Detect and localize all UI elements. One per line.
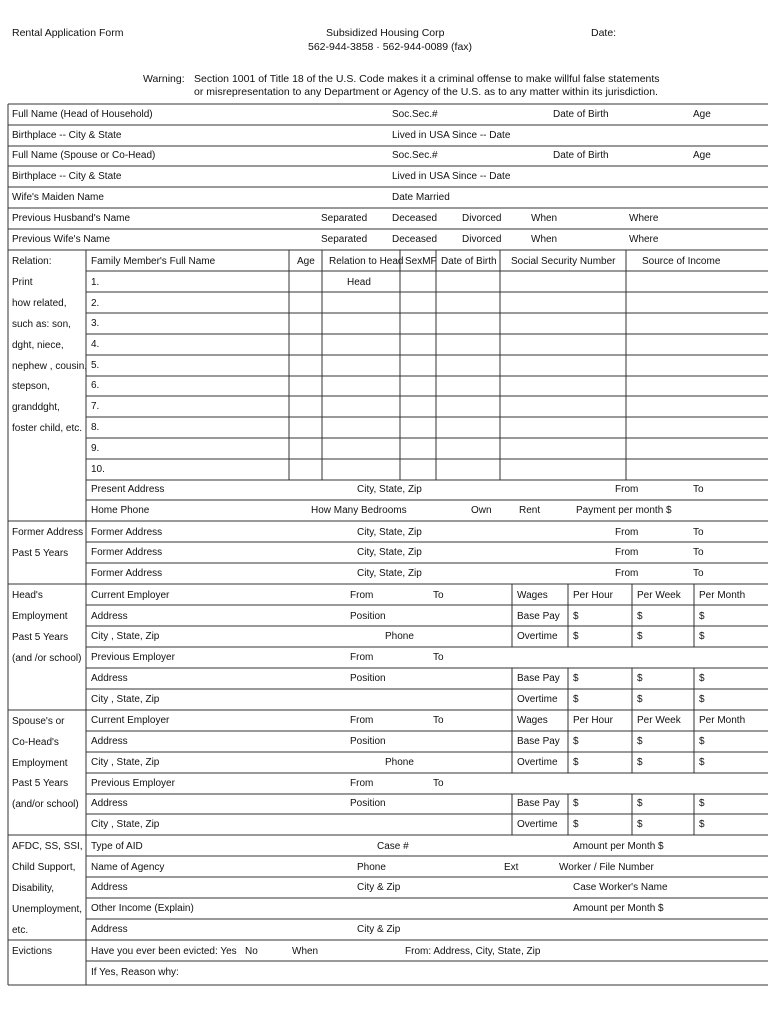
family-row-4: 4. <box>91 339 100 350</box>
separated-label-2: Separated <box>321 234 368 245</box>
former-to-1: To <box>693 527 704 538</box>
relation-side-1: Relation: <box>12 256 52 267</box>
evicted-from: From: Address, City, State, Zip <box>405 946 541 957</box>
former-address-3: Former Address <box>91 568 163 579</box>
head-per-hour: Per Hour <box>573 590 614 601</box>
divorced-label: Divorced <box>462 213 502 224</box>
aid-case-label: Case # <box>377 841 409 852</box>
spouse-city-2: City , State, Zip <box>91 819 160 830</box>
head-dollar-4a: $ <box>573 694 579 705</box>
spouse-position-2: Position <box>350 798 386 809</box>
head-dollar-1b: $ <box>637 611 643 622</box>
spouse-current-employer: Current Employer <box>91 715 170 726</box>
head-base-pay-2: Base Pay <box>517 673 560 684</box>
wife-maiden-label: Wife's Maiden Name <box>12 192 104 203</box>
head-from-2: From <box>350 652 374 663</box>
spouse-city-1: City , State, Zip <box>91 757 160 768</box>
warning-line-1: Section 1001 of Title 18 of the U.S. Code makes it a criminal offense to make willful false statements <box>194 73 660 85</box>
family-row-9: 9. <box>91 443 100 454</box>
head-dollar-4c: $ <box>699 694 705 705</box>
aid-city-label: City & Zip <box>357 882 401 893</box>
evictions-side: Evictions <box>12 946 53 957</box>
family-row-1: 1. <box>91 277 100 288</box>
divorced-label-2: Divorced <box>462 234 502 245</box>
spouse-emp-side-5: (and/or school) <box>12 799 79 810</box>
evicted-question: Have you ever been evicted: Yes <box>91 946 237 957</box>
head-dollar-2c: $ <box>699 631 705 642</box>
head-overtime-1: Overtime <box>517 631 558 642</box>
spouse-dollar-3a: $ <box>573 798 579 809</box>
spouse-to-1: To <box>433 715 444 726</box>
spouse-dollar-3c: $ <box>699 798 705 809</box>
family-sex-header: SexMF <box>405 256 437 267</box>
spouse-emp-side-4: Past 5 Years <box>12 778 69 789</box>
evicted-reason: If Yes, Reason why: <box>91 967 179 978</box>
family-relation-header: Relation to Head <box>329 256 404 267</box>
head-base-pay-1: Base Pay <box>517 611 560 622</box>
head-emp-side-3: Past 5 Years <box>12 632 69 643</box>
relation-side-8: granddght, <box>12 402 60 413</box>
head-address-1: Address <box>91 611 128 622</box>
lived-since-label: Lived in USA Since -- Date <box>392 130 511 141</box>
family-ssn-header: Social Security Number <box>511 256 616 267</box>
own-label: Own <box>471 505 492 516</box>
family-head-label: Head <box>347 277 371 288</box>
spouse-dollar-1b: $ <box>637 736 643 747</box>
spouse-to-2: To <box>433 778 444 789</box>
family-row-10: 10. <box>91 464 105 475</box>
spouse-emp-side-3: Employment <box>12 758 68 769</box>
aid-worker-label: Worker / File Number <box>559 862 654 873</box>
head-dollar-4b: $ <box>637 694 643 705</box>
former-to-2: To <box>693 547 704 558</box>
spouse-previous-employer: Previous Employer <box>91 778 175 789</box>
aid-side-2: Child Support, <box>12 862 76 873</box>
birthplace-label-spouse: Birthplace -- City & State <box>12 171 122 182</box>
aid-side-5: etc. <box>12 925 29 936</box>
home-phone-label: Home Phone <box>91 505 150 516</box>
family-row-6: 6. <box>91 380 100 391</box>
spouse-dollar-4b: $ <box>637 819 643 830</box>
company-phones: 562-944-3858 · 562-944-0089 (fax) <box>308 41 473 53</box>
spouse-dollar-1c: $ <box>699 736 705 747</box>
head-current-employer: Current Employer <box>91 590 170 601</box>
relation-side-3: how related, <box>12 298 67 309</box>
former-from-1: From <box>615 527 639 538</box>
spouse-dollar-1a: $ <box>573 736 579 747</box>
aid-address-label-2: Address <box>91 924 128 935</box>
head-city-2: City , State, Zip <box>91 694 160 705</box>
payment-label: Payment per month $ <box>576 505 672 516</box>
soc-sec-label: Soc.Sec.# <box>392 109 438 120</box>
dob-label: Date of Birth <box>553 109 609 120</box>
when-label: When <box>531 213 558 224</box>
company-name: Subsidized Housing Corp <box>326 27 445 39</box>
spouse-phone-1: Phone <box>385 757 414 768</box>
head-overtime-2: Overtime <box>517 694 558 705</box>
head-dollar-3c: $ <box>699 673 705 684</box>
aid-agency-label: Name of Agency <box>91 862 165 873</box>
warning-line-2: or misrepresentation to any Department or Agency of the U.S. as to any matter within its jurisdiction. <box>194 86 658 98</box>
spouse-emp-side-2: Co-Head's <box>12 737 59 748</box>
spouse-dollar-2c: $ <box>699 757 705 768</box>
relation-side-2: Print <box>12 277 33 288</box>
present-city-label: City, State, Zip <box>357 484 422 495</box>
head-per-month: Per Month <box>699 590 746 601</box>
spouse-dollar-3b: $ <box>637 798 643 809</box>
former-city-2: City, State, Zip <box>357 547 422 558</box>
present-from-label: From <box>615 484 639 495</box>
family-dob-header: Date of Birth <box>441 256 497 267</box>
aid-amount-label: Amount per Month $ <box>573 841 664 852</box>
family-income-header: Source of Income <box>642 256 721 267</box>
aid-address-label: Address <box>91 882 128 893</box>
former-side-2: Past 5 Years <box>12 548 69 559</box>
head-position-2: Position <box>350 673 386 684</box>
date-label: Date: <box>591 27 617 39</box>
head-previous-employer: Previous Employer <box>91 652 175 663</box>
family-row-3: 3. <box>91 318 100 329</box>
former-from-3: From <box>615 568 639 579</box>
aid-caseworker-label: Case Worker's Name <box>573 882 668 893</box>
aid-side-1: AFDC, SS, SSI, <box>12 841 83 852</box>
deceased-label: Deceased <box>392 213 438 224</box>
head-dollar-2b: $ <box>637 631 643 642</box>
full-name-head-label: Full Name (Head of Household) <box>12 109 153 120</box>
former-address-2: Former Address <box>91 547 163 558</box>
warning-label: Warning: <box>143 73 185 85</box>
spouse-dollar-2a: $ <box>573 757 579 768</box>
dob-label-spouse: Date of Birth <box>553 150 609 161</box>
head-from-1: From <box>350 590 374 601</box>
where-label: Where <box>629 213 659 224</box>
prev-wife-label: Previous Wife's Name <box>12 234 111 245</box>
form-title: Rental Application Form <box>12 27 124 39</box>
former-side-1: Former Address <box>12 527 84 538</box>
aid-city-label-2: City & Zip <box>357 924 401 935</box>
head-dollar-3b: $ <box>637 673 643 684</box>
head-dollar-1c: $ <box>699 611 705 622</box>
former-city-3: City, State, Zip <box>357 568 422 579</box>
aid-side-4: Unemployment, <box>12 904 83 915</box>
aid-phone-label: Phone <box>357 862 386 873</box>
head-per-week: Per Week <box>637 590 681 601</box>
family-row-5: 5. <box>91 360 100 371</box>
full-name-spouse-label: Full Name (Spouse or Co-Head) <box>12 150 156 161</box>
head-emp-side-1: Head's <box>12 590 43 601</box>
relation-side-5: dght, niece, <box>12 340 64 351</box>
birthplace-label: Birthplace -- City & State <box>12 130 122 141</box>
aid-amount-label-2: Amount per Month $ <box>573 903 664 914</box>
deceased-label-2: Deceased <box>392 234 438 245</box>
bedrooms-label: How Many Bedrooms <box>311 505 407 516</box>
head-wages: Wages <box>517 590 548 601</box>
head-dollar-1a: $ <box>573 611 579 622</box>
head-emp-side-4: (and /or school) <box>12 653 82 664</box>
spouse-emp-side-1: Spouse's or <box>12 716 65 727</box>
spouse-address-2: Address <box>91 798 128 809</box>
age-label-spouse: Age <box>693 150 711 161</box>
present-to-label: To <box>693 484 704 495</box>
spouse-wages: Wages <box>517 715 548 726</box>
soc-sec-label-spouse: Soc.Sec.# <box>392 150 438 161</box>
aid-type-label: Type of AID <box>91 841 143 852</box>
rent-label: Rent <box>519 505 541 516</box>
spouse-dollar-2b: $ <box>637 757 643 768</box>
head-city-1: City , State, Zip <box>91 631 160 642</box>
spouse-from-2: From <box>350 778 374 789</box>
evicted-no: No <box>245 946 258 957</box>
when-label-2: When <box>531 234 558 245</box>
head-address-2: Address <box>91 673 128 684</box>
spouse-per-hour: Per Hour <box>573 715 614 726</box>
spouse-base-pay-2: Base Pay <box>517 798 560 809</box>
head-phone-1: Phone <box>385 631 414 642</box>
lived-since-label-spouse: Lived in USA Since -- Date <box>392 171 511 182</box>
spouse-per-week: Per Week <box>637 715 681 726</box>
family-age-header: Age <box>297 256 315 267</box>
aid-side-3: Disability, <box>12 883 55 894</box>
former-to-3: To <box>693 568 704 579</box>
spouse-dollar-4a: $ <box>573 819 579 830</box>
head-to-2: To <box>433 652 444 663</box>
family-row-2: 2. <box>91 298 100 309</box>
head-dollar-3a: $ <box>573 673 579 684</box>
spouse-dollar-4c: $ <box>699 819 705 830</box>
spouse-from-1: From <box>350 715 374 726</box>
spouse-overtime-2: Overtime <box>517 819 558 830</box>
separated-label: Separated <box>321 213 368 224</box>
aid-other-income-label: Other Income (Explain) <box>91 903 194 914</box>
spouse-overtime-1: Overtime <box>517 757 558 768</box>
date-married-label: Date Married <box>392 192 450 203</box>
relation-side-4: such as: son, <box>12 319 71 330</box>
relation-side-7: stepson, <box>12 381 50 392</box>
former-city-1: City, State, Zip <box>357 527 422 538</box>
head-to-1: To <box>433 590 444 601</box>
relation-side-9: foster child, etc. <box>12 423 83 434</box>
head-emp-side-2: Employment <box>12 611 68 622</box>
former-from-2: From <box>615 547 639 558</box>
relation-side-6: nephew , cousin, <box>12 361 88 372</box>
former-address-1: Former Address <box>91 527 163 538</box>
spouse-per-month: Per Month <box>699 715 746 726</box>
where-label-2: Where <box>629 234 659 245</box>
aid-ext-label: Ext <box>504 862 519 873</box>
age-label: Age <box>693 109 711 120</box>
head-dollar-2a: $ <box>573 631 579 642</box>
family-name-header: Family Member's Full Name <box>91 256 216 267</box>
prev-husband-label: Previous Husband's Name <box>12 213 131 224</box>
spouse-position-1: Position <box>350 736 386 747</box>
spouse-base-pay-1: Base Pay <box>517 736 560 747</box>
head-position-1: Position <box>350 611 386 622</box>
family-row-8: 8. <box>91 422 100 433</box>
spouse-address-1: Address <box>91 736 128 747</box>
evicted-when: When <box>292 946 319 957</box>
family-row-7: 7. <box>91 401 100 412</box>
present-address-label: Present Address <box>91 484 165 495</box>
